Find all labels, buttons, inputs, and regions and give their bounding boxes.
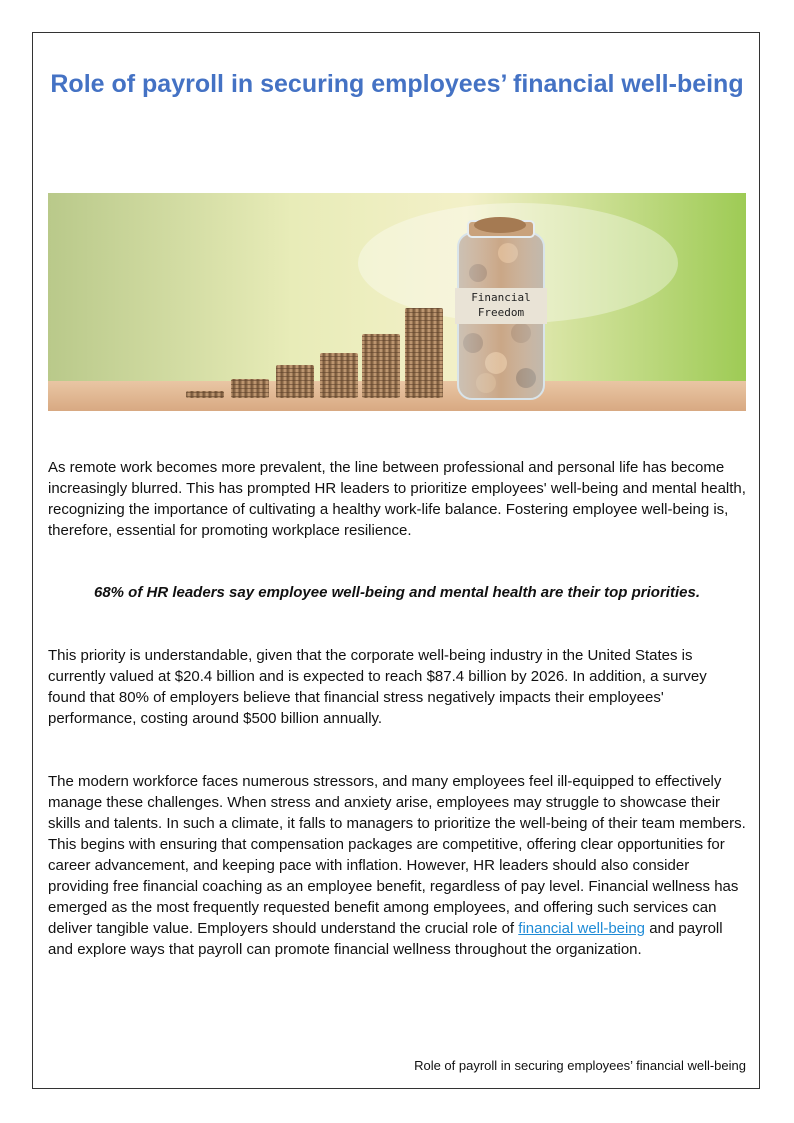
jar-label-line1: Financial: [471, 291, 531, 304]
industry-paragraph: This priority is understandable, given that the corporate well-being industry in the United States is currently valued at $20.4 billion and is expected to reach $87.4 billion by 2026. In addition, a survey found that 80% of employers believe that financial stress negatively impacts their employees' performance, costing around $500 billion annually.: [48, 647, 707, 727]
page-title: Role of payroll in securing employees’ financial well-being: [50, 70, 744, 98]
workforce-text-after-link: and payroll and explore ways that payroll can promote financial wellness throughout the organization.: [48, 920, 723, 958]
intro-paragraph: As remote work becomes more prevalent, the line between professional and personal life has become increasingly blurred. This has prompted HR leaders to prioritize employees' well-being and mental health, recognizing the importance of cultivating a healthy work-life balance. Fostering employee well-being is, therefore, essential for promoting workplace resilience.: [48, 459, 746, 539]
workforce-paragraph: [48, 771, 748, 960]
callout-statistic: 68% of HR leaders say employee well-being and mental health are their top priorities.: [93, 584, 700, 601]
financial-well-being-link[interactable]: financial well-being: [518, 920, 646, 937]
jar-label: [455, 290, 547, 320]
hero-image: [48, 193, 746, 411]
page-footer: Role of payroll in securing employees’ financial well-being: [414, 1058, 746, 1073]
jar-label-line2: Freedom: [477, 306, 525, 319]
workforce-text-before-link: The modern workforce faces numerous stressors, and many employees feel ill-equipped to effectively manage these challenges. When stress and anxiety arise, employees may struggle to showcase their skills and talents. In such a climate, it falls to managers to prioritize the well-being of their team members. This begins with ensuring that compensation packages are competitive, offering clear opportunities for career advancement, and keeping pace with inflation. However, HR leaders should also consider providing free financial coaching as an employee benefit, regardless of pay level. Financial wellness has emerged as the most frequently requested benefit among employees, and offering such services can deliver tangible value. Employers should understand the crucial role of: [48, 773, 746, 937]
coin-stacks-illustration: [48, 193, 746, 411]
